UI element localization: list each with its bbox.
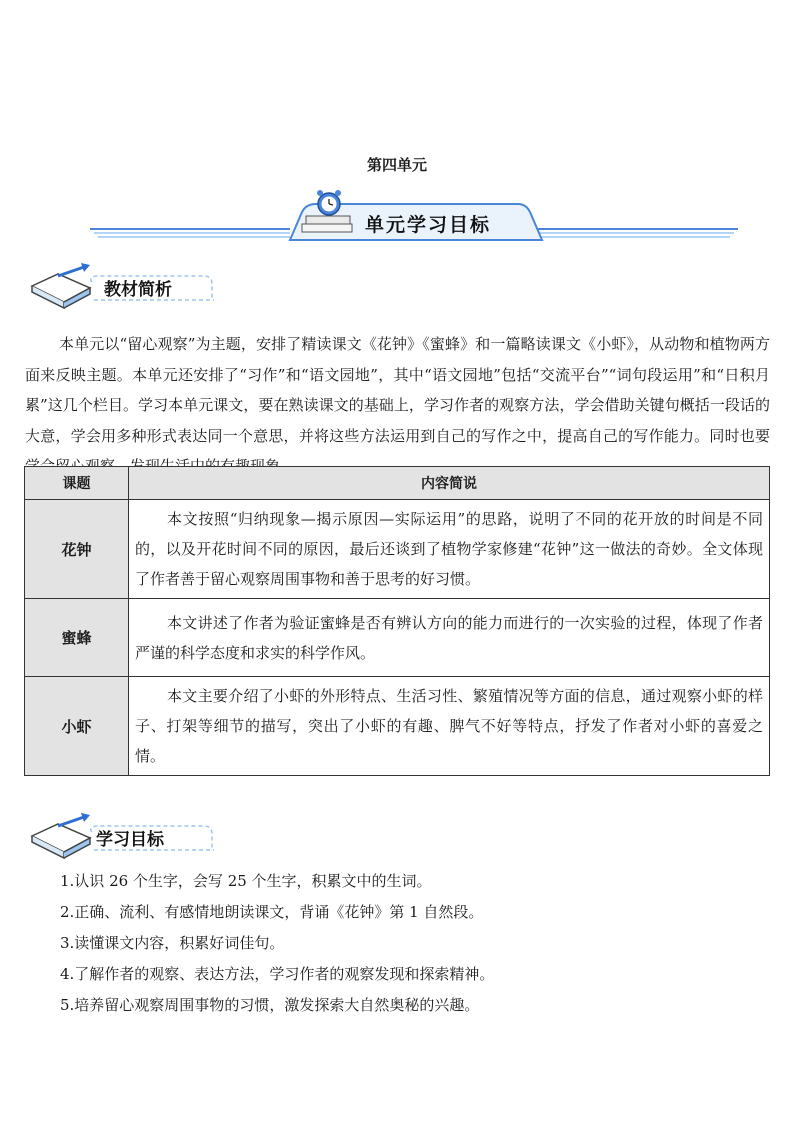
row-topic: 花钟 <box>25 500 129 599</box>
section-title-materials: 教材简析 <box>104 280 172 300</box>
table-row <box>25 599 770 677</box>
banner-left-stripes <box>90 229 290 237</box>
list-item: 3.读懂课文内容，积累好词佳句。 <box>60 934 285 952</box>
header-summary: 内容简说 <box>129 467 770 500</box>
unit-title: 第四单元 <box>366 156 427 174</box>
goals-list <box>60 866 494 1021</box>
row-summary: 本文主要介绍了小虾的外形特点、生活习性、繁殖情况等方面的信息，通过观察小虾的样子、打架等细节的描写，突出了小虾的有趣、脾气不好等特点，抒发了作者对小虾的喜爱之情。 <box>129 677 770 776</box>
list-item: 5.培养留心观察周围事物的习惯，激发探索大自然奥秘的兴趣。 <box>60 996 480 1014</box>
book-arrow-icon <box>32 813 90 858</box>
intro-paragraph: 本单元以“留心观察”为主题，安排了精读课文《花钟》《蜜蜂》和一篇略读课文《小虾》，从动物和植物两方面来反映主题。本单元还安排了“习作”和“语文园地”，其中“语文园地”包括“交流平台”“词句段运用”和“日积月累”这几个栏目。学习本单元课文，要在熟读课文的基础上，学习作者的观察方法，学会借助关键句概括一段话的大意，学会用多种形式表达同一个意思，并将这些方法运用到自己的写作之中，提高自己的写作能力。同时也要 <box>25 335 770 445</box>
banner-right-stripes <box>530 229 738 237</box>
list-item: 1.认识 26 个生字，会写 25 个生字，积累文中的生词。 <box>60 872 432 890</box>
book-arrow-icon <box>32 263 90 308</box>
list-item: 4.了解作者的观察、表达方法，学习作者的观察发现和探索精神。 <box>60 965 495 983</box>
section-title-goals: 学习目标 <box>96 830 164 850</box>
banner-title: 单元学习目标 <box>365 214 492 236</box>
row-topic: 蜜蜂 <box>25 599 129 677</box>
lesson-table <box>24 466 770 776</box>
table-header-row <box>25 467 770 500</box>
table-row <box>25 677 770 776</box>
header-topic: 课题 <box>25 467 129 500</box>
row-summary: 本文按照“归纳现象—揭示原因—实际运用”的思路，说明了不同的花开放的时间是不同的，以及开花时间不同的原因，最后还谈到了植物学家修建“花钟”这一做法的奇妙。全文体现了作者善于留心观察周围事物和善于思考的好习惯。 <box>129 500 770 599</box>
list-item: 2.正确、流利、有感情地朗读课文，背诵《花钟》第 1 自然段。 <box>60 903 484 921</box>
row-summary: 本文讲述了作者为验证蜜蜂是否有辨认方向的能力而进行的一次实验的过程，体现了作者严谨的科学态度和求实的科学作风。 <box>129 599 770 677</box>
row-topic: 小虾 <box>25 677 129 776</box>
table-row <box>25 500 770 599</box>
